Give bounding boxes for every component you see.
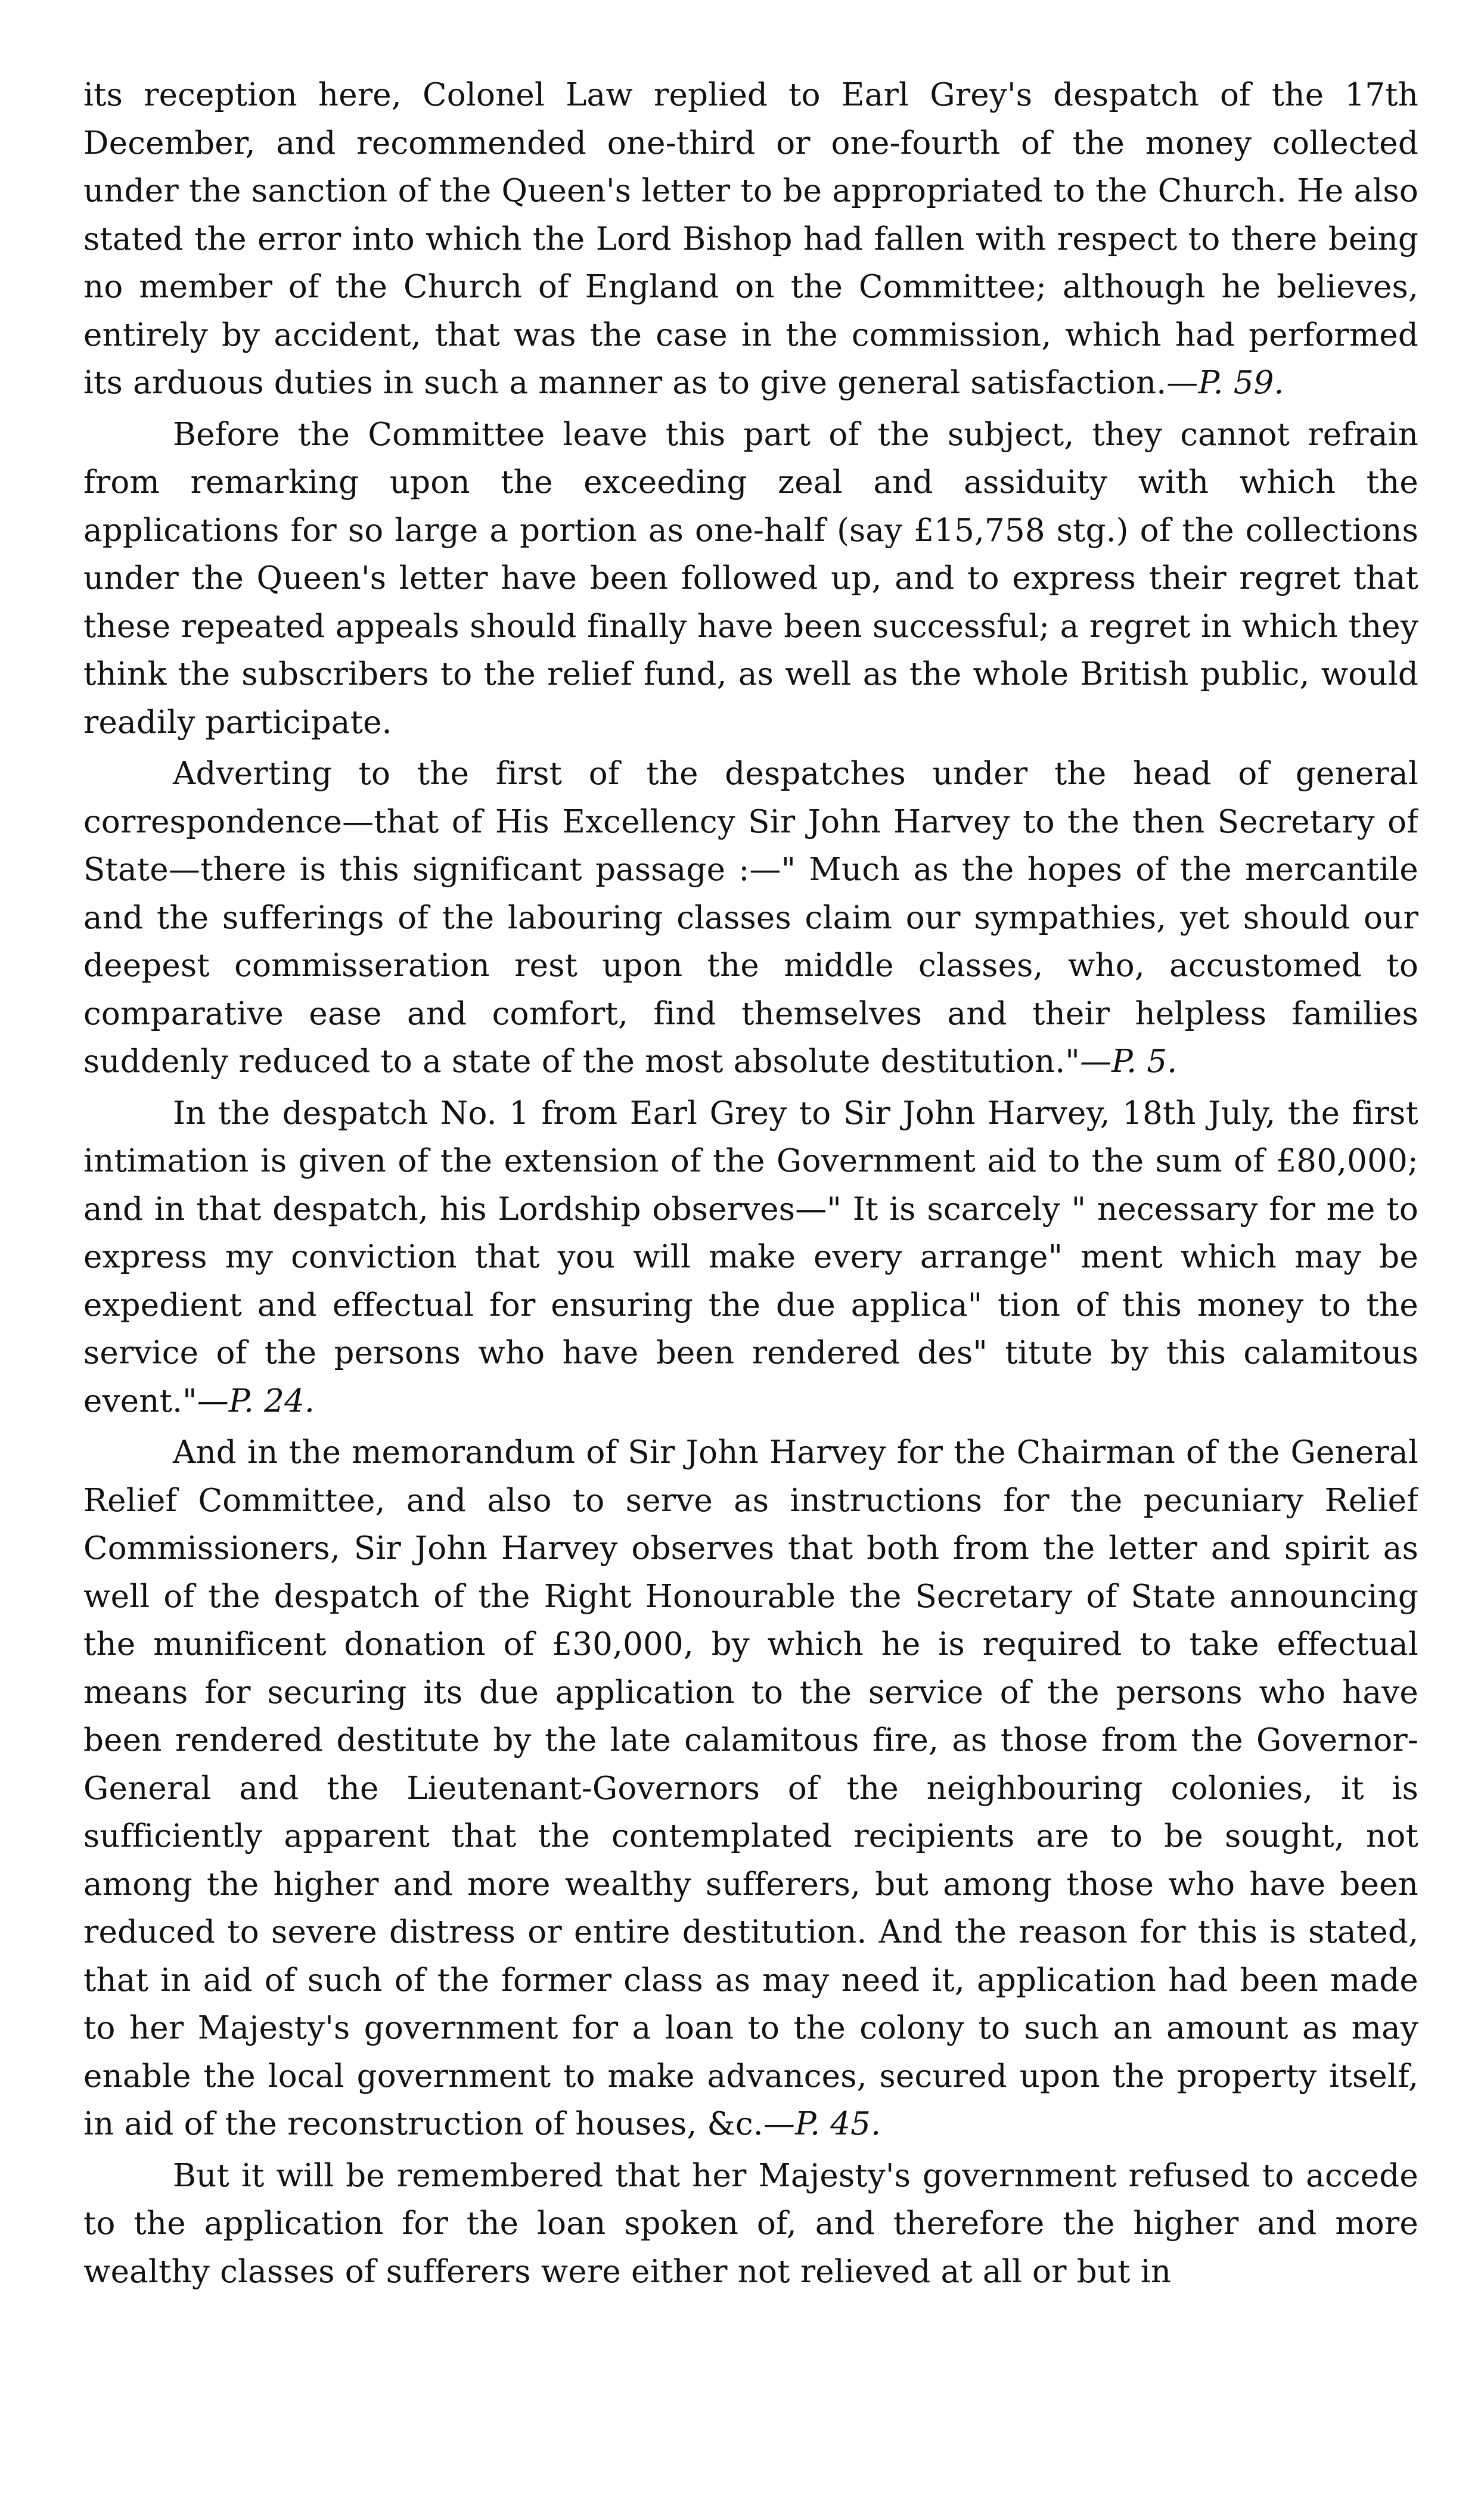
paragraph-1-text: its reception here, Colonel Law replied to Earl Grey's despatch of the 17th December, and recommended one-third or one-fourth of the money collected under the sanction of the Queen's letter to be appropriated to the Church. He also stated the error into which the Lord Bishop had fallen with respect to there being no member of the Church of England on the Committee; although he believes, entirely by accident, that was the case in the commission, which had performed its arduous duties in such a manner as to give general satisfaction. [83, 77, 1418, 401]
page-reference: —P. 59. [1166, 365, 1284, 401]
paragraph-4-text: In the despatch No. 1 from Earl Grey to Sir John Harvey, 18th July, the first intimation is given of the extension of the Government aid to the sum of £80,000; and in that despatch, his Lordship observes—" It is scarcely " necessary for me to express my conviction that you will make every arrange" ment which may be expedient and effectual for ensuring the due applica" tion of this money to the service of the persons who have been rendered des" titute by this calamitous event." [83, 1095, 1418, 1419]
paragraph-1 [83, 72, 1418, 408]
paragraph-3-text: Adverting to the first of the despatches under the head of general correspondence—that of His Excellency Sir John Harvey to the then Secretary of State—there is this significant passage :—" Much as the hopes of the mercantile and the sufferings of the labouring classes claim our sympathies, yet should our deepest commisseration rest upon the middle classes, who, accustomed to comparative ease and comfort, find themselves and their helpless families suddenly reduced to a state of the most absolute destitution." [83, 756, 1418, 1080]
paragraph-6-text: But it will be remembered that her Majesty's government refused to accede to the application for the loan spoken of, and therefore the higher and more wealthy classes of sufferers were either not relieved at all or but in [83, 2157, 1418, 2290]
page-reference: —P. 45. [763, 2106, 881, 2142]
document-page [83, 72, 1418, 2395]
paragraph-3 [83, 750, 1418, 1086]
paragraph-4 [83, 1090, 1418, 1426]
page-reference: —P. 5. [1079, 1043, 1178, 1080]
paragraph-6 [83, 2152, 1418, 2297]
paragraph-2-text: Before the Committee leave this part of the subject, they cannot refrain from remarking upon the exceeding zeal and assiduity with which the applications for so large a portion as one-half (say £15,758 stg.) of the collections under the Queen's letter have been followed up, and to express their regret that these repeated appeals should finally have been successful; a regret in which they think the subscribers to the relief fund, as well as the whole British public, would readily participate. [83, 416, 1418, 741]
page-reference: —P. 24. [197, 1382, 315, 1419]
paragraph-2 [83, 411, 1418, 747]
paragraph-5 [83, 1429, 1418, 2149]
paragraph-5-text: And in the memorandum of Sir John Harvey for the Chairman of the General Relief Committee, and also to serve as instructions for the pecuniary Relief Commissioners, Sir John Harvey observes that both from the letter and spirit as well of the despatch of the Right Honourable the Secretary of State announcing the munificent donation of £30,000, by which he is required to take effectual means for securing its due application to the service of the persons who have been rendered destitute by the late calamitous fire, as those from the Governor-General and the Lieutenant-Governors of the neighbouring colonies, it is sufficiently apparent that the contemplated recipients are to be sought, not among the higher and more wealthy sufferers, but among those who have been reduced to severe distress or entire destitution. And the reason for this is stated, that in aid of such of the former class as may need it, application had been made to her Majesty's government for a loan to the colony to such an amount as may enable the local government to make advances, secured upon the property itself, in aid of the reconstruction of houses, &c. [83, 1434, 1418, 2142]
